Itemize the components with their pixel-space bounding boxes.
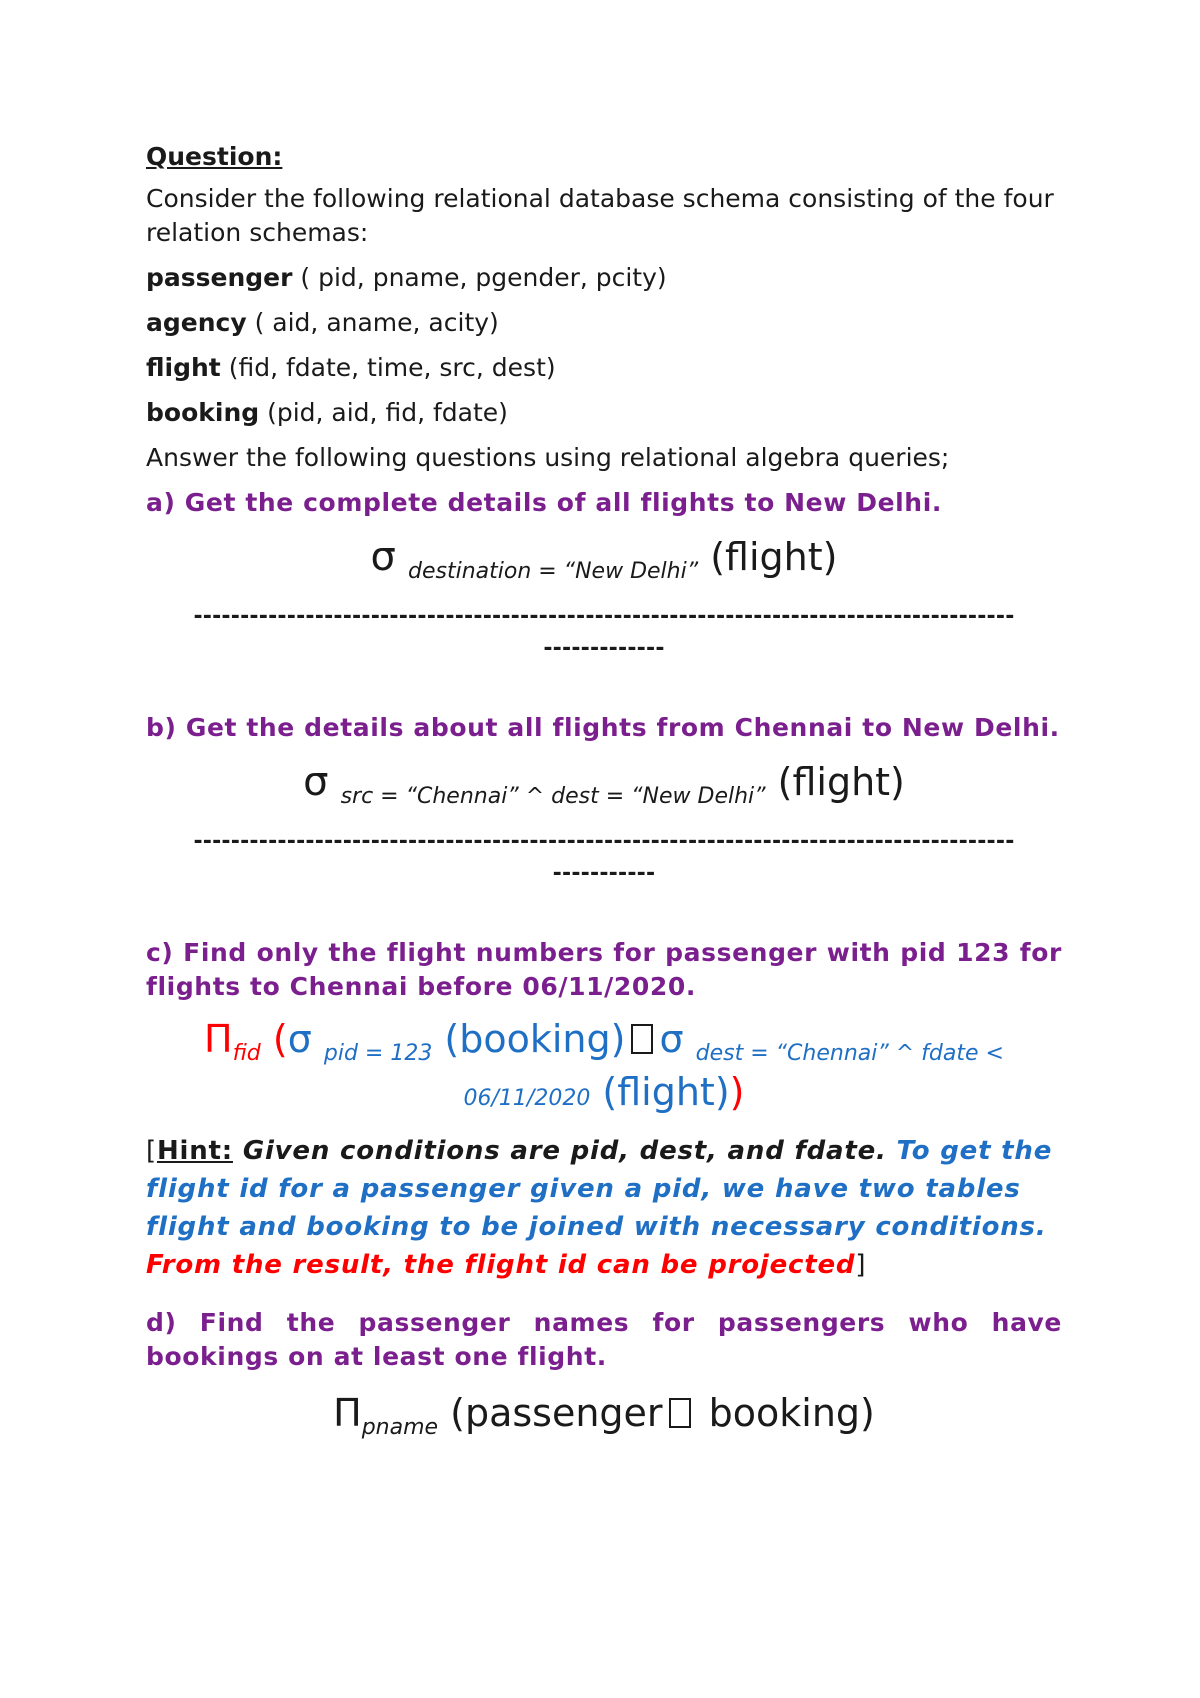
answer-d-formula bbox=[146, 1390, 1062, 1443]
relation-name: (booking) bbox=[432, 1017, 626, 1061]
selection-condition: pid = 123 bbox=[323, 1041, 433, 1066]
selection-condition-cont: 06/11/2020 bbox=[463, 1086, 591, 1111]
schema-attrs: (fid, fdate, time, src, dest) bbox=[220, 353, 556, 382]
hint-label: Hint: bbox=[156, 1136, 233, 1166]
join-symbol-icon bbox=[631, 1024, 653, 1054]
schema-passenger bbox=[146, 261, 1062, 295]
open-paren: ( bbox=[260, 1017, 288, 1061]
schema-name: flight bbox=[146, 353, 221, 382]
schema-attrs: ( pid, pname, pgender, pcity) bbox=[292, 263, 667, 292]
schema-name: passenger bbox=[146, 263, 293, 292]
close-paren: ) bbox=[729, 1070, 745, 1114]
relation-name: (flight) bbox=[765, 760, 905, 804]
separator-line: ------------- bbox=[543, 636, 665, 661]
schema-attrs: (pid, aid, fid, fdate) bbox=[259, 398, 508, 427]
relation-name: (flight) bbox=[698, 535, 838, 579]
hint-blue-text: To get the flight id for a passenger given a pid, we have two tables flight and booking to be joined with necessary conditions. bbox=[146, 1136, 1053, 1242]
intro-paragraph: Consider the following relational database schema consisting of the four relation schemas: bbox=[146, 184, 1054, 247]
separator-line: ---------------------------------------------------------------------------------------- bbox=[193, 604, 1015, 629]
hint-red-text: From the result, the flight id can be projected bbox=[146, 1250, 856, 1280]
schema-agency bbox=[146, 306, 1062, 340]
document-page bbox=[146, 140, 1062, 1443]
projection-symbol: Π bbox=[204, 1017, 233, 1061]
hint-bracket-close: ] bbox=[855, 1250, 867, 1280]
selection-condition: dest = “Chennai” ^ fdate < bbox=[695, 1041, 1004, 1066]
selection-condition: destination = “New Delhi” bbox=[408, 559, 699, 584]
question-c: c) Find only the flight numbers for passenger with pid 123 for flights to Chennai before 06/11/2020. bbox=[146, 938, 1062, 1001]
question-a: a) Get the complete details of all flights to New Delhi. bbox=[146, 488, 942, 517]
sigma-symbol: σ bbox=[370, 534, 396, 580]
schema-name: booking bbox=[146, 398, 260, 427]
join-symbol-icon bbox=[669, 1398, 691, 1428]
relation-right: booking) bbox=[696, 1391, 875, 1435]
schema-attrs: ( aid, aname, acity) bbox=[246, 308, 499, 337]
selection-condition: src = “Chennai” ^ dest = “New Delhi” bbox=[340, 784, 766, 809]
schema-flight bbox=[146, 351, 1062, 385]
separator-line: ---------------------------------------------------------------------------------------- bbox=[193, 829, 1015, 854]
hint-black-text: Given conditions are pid, dest, and fdate. bbox=[232, 1136, 897, 1166]
answer-b-formula bbox=[146, 759, 1062, 812]
hint-paragraph bbox=[146, 1132, 1062, 1284]
sigma-symbol: σ bbox=[659, 1017, 684, 1061]
question-b: b) Get the details about all flights from Chennai to New Delhi. bbox=[146, 713, 1060, 742]
separator-line: ----------- bbox=[552, 861, 656, 886]
question-d: d) Find the passenger names for passengers who have bookings on at least one flight. bbox=[146, 1308, 1062, 1371]
sigma-symbol: σ bbox=[287, 1017, 312, 1061]
question-heading: Question: bbox=[146, 142, 283, 171]
relation-left: (passenger bbox=[438, 1391, 663, 1435]
answer-a-formula bbox=[146, 534, 1062, 587]
hint-bracket-open: [ bbox=[146, 1136, 157, 1166]
projection-attrs: pname bbox=[361, 1415, 439, 1440]
instruction-text: Answer the following questions using relational algebra queries; bbox=[146, 443, 950, 472]
projection-symbol: Π bbox=[333, 1391, 362, 1435]
schema-booking bbox=[146, 396, 1062, 430]
schema-name: agency bbox=[146, 308, 247, 337]
projection-attrs: fid bbox=[232, 1041, 261, 1066]
relation-name: (flight) bbox=[590, 1070, 730, 1114]
sigma-symbol: σ bbox=[303, 759, 329, 805]
answer-c-formula bbox=[146, 1016, 1062, 1122]
